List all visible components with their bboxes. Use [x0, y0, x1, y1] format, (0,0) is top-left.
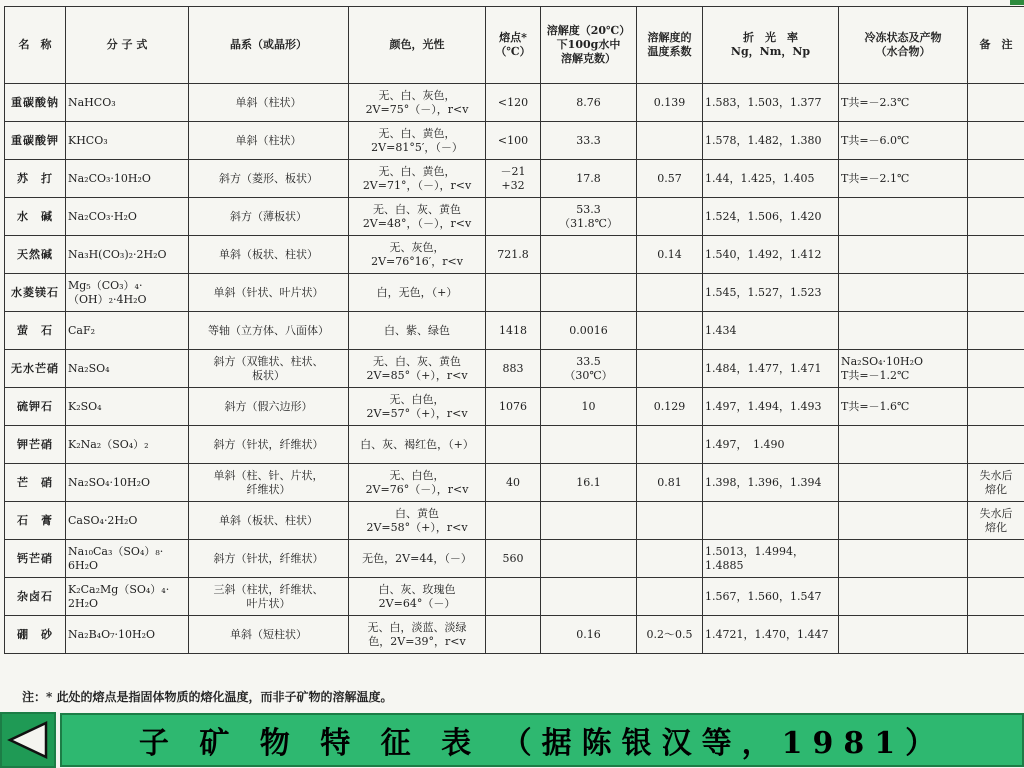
molecular-formula-cell: Mg₅（CO₃）₄· （OH）₂·4H₂O [66, 274, 189, 312]
solubility-temp-coef-cell: 0.57 [637, 160, 703, 198]
solubility-temp-coef-cell [637, 426, 703, 464]
notes-cell [968, 236, 1024, 274]
melting-point-cell [486, 578, 541, 616]
refractive-index-cell: 1.524，1.506，1.420 [703, 198, 839, 236]
solubility-cell: 33.3 [541, 122, 637, 160]
color-optics-cell: 白，无色，（+） [349, 274, 486, 312]
crystal-system-cell: 单斜（柱、针、片状， 纤维状） [189, 464, 349, 502]
freezing-state-cell [839, 502, 968, 540]
table-row [5, 84, 1024, 122]
freezing-state-cell [839, 464, 968, 502]
notes-cell [968, 350, 1024, 388]
molecular-formula-cell: Na₂CO₃·H₂O [66, 198, 189, 236]
freezing-state-cell: T共=－1.6℃ [839, 388, 968, 426]
table-row [5, 426, 1024, 464]
melting-point-cell [486, 502, 541, 540]
melting-point-cell [486, 198, 541, 236]
molecular-formula-cell: Na₂CO₃·10H₂O [66, 160, 189, 198]
corner-accent [1010, 0, 1024, 5]
table-row [5, 274, 1024, 312]
refractive-index-cell: 1.434 [703, 312, 839, 350]
solubility-cell: 0.16 [541, 616, 637, 654]
slide-title: 子 矿 物 特 征 表 （据陈银汉等，1981） [138, 726, 946, 761]
crystal-system-cell: 斜方（双锥状、柱状、 板状） [189, 350, 349, 388]
notes-cell [968, 84, 1024, 122]
solubility-cell: 33.5 （30℃） [541, 350, 637, 388]
refractive-index-cell: 1.545，1.527，1.523 [703, 274, 839, 312]
melting-point-cell [486, 616, 541, 654]
header-crystal-system: 晶系（或晶形） [189, 7, 349, 84]
mineral-characteristics-table [4, 6, 1024, 654]
crystal-system-cell: 单斜（柱状） [189, 84, 349, 122]
color-optics-cell: 白、紫、绿色 [349, 312, 486, 350]
table-body [5, 84, 1024, 654]
crystal-system-cell: 单斜（板状、柱状） [189, 236, 349, 274]
crystal-system-cell: 等轴（立方体、八面体） [189, 312, 349, 350]
refractive-index-cell: 1.44，1.425，1.405 [703, 160, 839, 198]
mineral-name-cell: 芒 硝 [5, 464, 66, 502]
color-optics-cell: 无、白色， 2V=57°（+），r<v [349, 388, 486, 426]
solubility-temp-coef-cell: 0.81 [637, 464, 703, 502]
solubility-cell: 10 [541, 388, 637, 426]
solubility-cell: 53.3 （31.8℃） [541, 198, 637, 236]
solubility-cell: 0.0016 [541, 312, 637, 350]
table-row [5, 502, 1024, 540]
table-row [5, 616, 1024, 654]
table-row [5, 464, 1024, 502]
left-triangle-icon [6, 720, 50, 760]
table-row [5, 122, 1024, 160]
solubility-cell [541, 540, 637, 578]
freezing-state-cell [839, 426, 968, 464]
molecular-formula-cell: Na₂SO₄·10H₂O [66, 464, 189, 502]
mineral-name-cell: 萤 石 [5, 312, 66, 350]
header-freezing-state: 冷冻状态及产物 （水合物） [839, 7, 968, 84]
crystal-system-cell: 单斜（板状、柱状） [189, 502, 349, 540]
mineral-name-cell: 石 膏 [5, 502, 66, 540]
molecular-formula-cell: CaF₂ [66, 312, 189, 350]
back-button[interactable] [0, 712, 56, 768]
solubility-temp-coef-cell: 0.14 [637, 236, 703, 274]
notes-cell [968, 426, 1024, 464]
header-solubility-temp-coef: 溶解度的 温度系数 [637, 7, 703, 84]
solubility-temp-coef-cell: 0.129 [637, 388, 703, 426]
mineral-name-cell: 钾芒硝 [5, 426, 66, 464]
solubility-cell: 16.1 [541, 464, 637, 502]
solubility-cell [541, 274, 637, 312]
mineral-name-cell: 硼 砂 [5, 616, 66, 654]
melting-point-cell: <120 [486, 84, 541, 122]
mineral-name-cell: 杂卤石 [5, 578, 66, 616]
crystal-system-cell: 斜方（针状，纤维状） [189, 426, 349, 464]
table-row [5, 312, 1024, 350]
color-optics-cell: 无、白、灰、黄色 2V=48°，（－），r<v [349, 198, 486, 236]
color-optics-cell: 无、白色， 2V=76°（－），r<v [349, 464, 486, 502]
color-optics-cell: 白、黄色 2V=58°（+），r<v [349, 502, 486, 540]
freezing-state-cell: Na₂SO₄·10H₂O T共=－1.2℃ [839, 350, 968, 388]
crystal-system-cell: 三斜（柱状，纤维状、 叶片状） [189, 578, 349, 616]
melting-point-cell: <100 [486, 122, 541, 160]
refractive-index-cell: 1.578，1.482，1.380 [703, 122, 839, 160]
mineral-name-cell: 水 碱 [5, 198, 66, 236]
refractive-index-cell: 1.5013，1.4994， 1.4885 [703, 540, 839, 578]
solubility-temp-coef-cell [637, 198, 703, 236]
color-optics-cell: 无、白、灰、黄色 2V=85°（+），r<v [349, 350, 486, 388]
solubility-cell [541, 426, 637, 464]
freezing-state-cell [839, 578, 968, 616]
melting-point-cell [486, 274, 541, 312]
color-optics-cell: 白、灰、褐红色，（+） [349, 426, 486, 464]
notes-cell [968, 578, 1024, 616]
melting-point-cell: 560 [486, 540, 541, 578]
solubility-temp-coef-cell [637, 122, 703, 160]
notes-cell [968, 388, 1024, 426]
solubility-temp-coef-cell [637, 274, 703, 312]
molecular-formula-cell: KHCO₃ [66, 122, 189, 160]
notes-cell [968, 274, 1024, 312]
color-optics-cell: 无色，2V=44，（－） [349, 540, 486, 578]
crystal-system-cell: 单斜（针状、叶片状） [189, 274, 349, 312]
melting-point-cell: 40 [486, 464, 541, 502]
solubility-cell [541, 502, 637, 540]
molecular-formula-cell: Na₂B₄O₇·10H₂O [66, 616, 189, 654]
color-optics-cell: 白、灰、玫瑰色 2V=64°（－） [349, 578, 486, 616]
header-refractive-index: 折 光 率 Ng，Nm，Np [703, 7, 839, 84]
notes-cell [968, 160, 1024, 198]
refractive-index-cell: 1.567，1.560，1.547 [703, 578, 839, 616]
header-color-optics: 颜色，光性 [349, 7, 486, 84]
mineral-name-cell: 钙芒硝 [5, 540, 66, 578]
slide-title-bar [60, 713, 1024, 767]
melting-point-cell: 721.8 [486, 236, 541, 274]
table-header-row [5, 7, 1024, 84]
table-row [5, 160, 1024, 198]
molecular-formula-cell: CaSO₄·2H₂O [66, 502, 189, 540]
refractive-index-cell: 1.4721，1.470，1.447 [703, 616, 839, 654]
notes-cell: 失水后 熔化 [968, 502, 1024, 540]
melting-point-cell: －21 +32 [486, 160, 541, 198]
mineral-name-cell: 天然碱 [5, 236, 66, 274]
crystal-system-cell: 单斜（短柱状） [189, 616, 349, 654]
color-optics-cell: 无、白、灰色， 2V=75°（－），r<v [349, 84, 486, 122]
header-name: 名 称 [5, 7, 66, 84]
solubility-cell: 8.76 [541, 84, 637, 122]
solubility-temp-coef-cell [637, 578, 703, 616]
refractive-index-cell: 1.497， 1.490 [703, 426, 839, 464]
melting-point-cell: 883 [486, 350, 541, 388]
notes-cell [968, 540, 1024, 578]
header-formula: 分 子 式 [66, 7, 189, 84]
freezing-state-cell: T共=－2.1℃ [839, 160, 968, 198]
freezing-state-cell: T共=－2.3℃ [839, 84, 968, 122]
freezing-state-cell: T共=－6.0℃ [839, 122, 968, 160]
molecular-formula-cell: K₂Na₂（SO₄）₂ [66, 426, 189, 464]
notes-cell [968, 198, 1024, 236]
mineral-name-cell: 重碳酸钠 [5, 84, 66, 122]
refractive-index-cell [703, 502, 839, 540]
molecular-formula-cell: Na₃H(CO₃)₂·2H₂O [66, 236, 189, 274]
crystal-system-cell: 斜方（薄板状） [189, 198, 349, 236]
solubility-temp-coef-cell [637, 350, 703, 388]
table-row [5, 578, 1024, 616]
freezing-state-cell [839, 274, 968, 312]
refractive-index-cell: 1.583，1.503，1.377 [703, 84, 839, 122]
freezing-state-cell [839, 616, 968, 654]
solubility-temp-coef-cell [637, 540, 703, 578]
solubility-cell: 17.8 [541, 160, 637, 198]
crystal-system-cell: 斜方（假六边形） [189, 388, 349, 426]
solubility-temp-coef-cell [637, 502, 703, 540]
table-row [5, 350, 1024, 388]
notes-cell: 失水后 熔化 [968, 464, 1024, 502]
solubility-temp-coef-cell: 0.139 [637, 84, 703, 122]
color-optics-cell: 无、白、黄色， 2V=71°，（－），r<v [349, 160, 486, 198]
table-row [5, 236, 1024, 274]
refractive-index-cell: 1.484，1.477，1.471 [703, 350, 839, 388]
solubility-temp-coef-cell [637, 312, 703, 350]
molecular-formula-cell: NaHCO₃ [66, 84, 189, 122]
crystal-system-cell: 斜方（菱形、板状） [189, 160, 349, 198]
notes-cell [968, 616, 1024, 654]
molecular-formula-cell: K₂SO₄ [66, 388, 189, 426]
solubility-cell [541, 236, 637, 274]
mineral-name-cell: 苏 打 [5, 160, 66, 198]
mineral-name-cell: 硫钾石 [5, 388, 66, 426]
header-solubility: 溶解度（20℃） 下100g水中 溶解克数） [541, 7, 637, 84]
molecular-formula-cell: Na₂SO₄ [66, 350, 189, 388]
melting-point-cell: 1076 [486, 388, 541, 426]
header-melting-point: 熔点* （℃） [486, 7, 541, 84]
mineral-name-cell: 重碳酸钾 [5, 122, 66, 160]
refractive-index-cell: 1.540，1.492，1.412 [703, 236, 839, 274]
footnote: 注：* 此处的熔点是指固体物质的熔化温度，而非子矿物的溶解温度。 [22, 690, 393, 704]
header-notes: 备 注 [968, 7, 1024, 84]
notes-cell [968, 312, 1024, 350]
freezing-state-cell [839, 198, 968, 236]
color-optics-cell: 无、白、黄色， 2V=81°5′，（－） [349, 122, 486, 160]
mineral-name-cell: 无水芒硝 [5, 350, 66, 388]
refractive-index-cell: 1.497，1.494，1.493 [703, 388, 839, 426]
solubility-cell [541, 578, 637, 616]
freezing-state-cell [839, 540, 968, 578]
freezing-state-cell [839, 312, 968, 350]
crystal-system-cell: 单斜（柱状） [189, 122, 349, 160]
molecular-formula-cell: Na₁₀Ca₃（SO₄）₈· 6H₂O [66, 540, 189, 578]
table-row [5, 540, 1024, 578]
table-row [5, 198, 1024, 236]
refractive-index-cell: 1.398，1.396，1.394 [703, 464, 839, 502]
notes-cell [968, 122, 1024, 160]
melting-point-cell [486, 426, 541, 464]
melting-point-cell: 1418 [486, 312, 541, 350]
freezing-state-cell [839, 236, 968, 274]
mineral-name-cell: 水菱镁石 [5, 274, 66, 312]
table-row [5, 388, 1024, 426]
crystal-system-cell: 斜方（针状，纤维状） [189, 540, 349, 578]
solubility-temp-coef-cell: 0.2～0.5 [637, 616, 703, 654]
molecular-formula-cell: K₂Ca₂Mg（SO₄）₄· 2H₂O [66, 578, 189, 616]
color-optics-cell: 无、白，淡蓝、淡绿 色，2V=39°，r<v [349, 616, 486, 654]
color-optics-cell: 无、灰色， 2V=76°16′，r<v [349, 236, 486, 274]
